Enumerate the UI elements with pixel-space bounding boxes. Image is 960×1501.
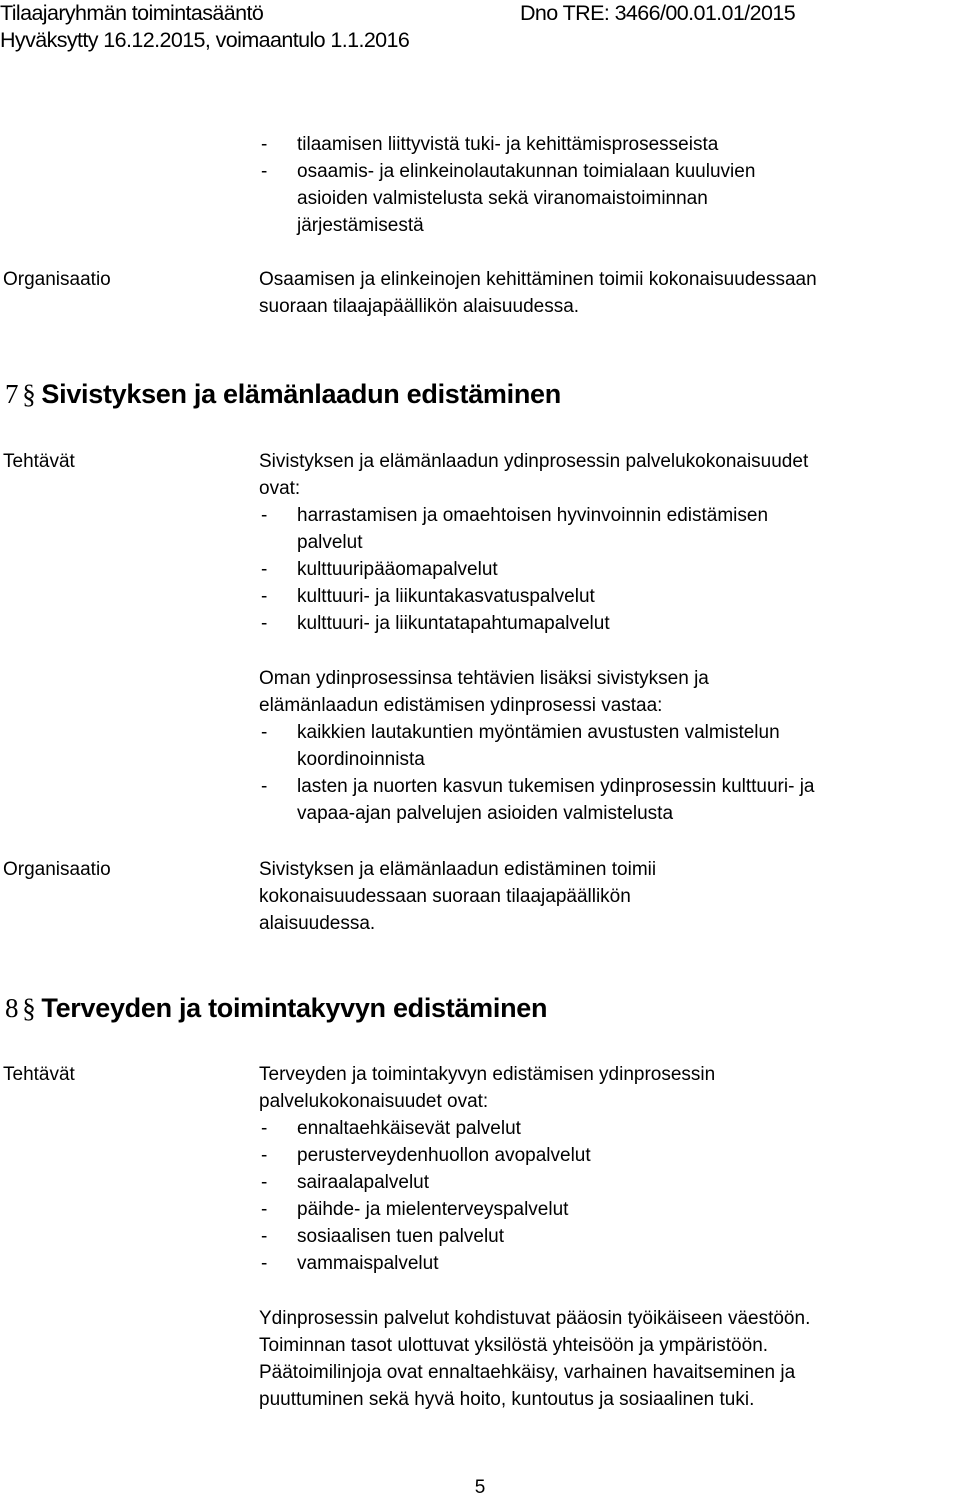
tasks-intro: Terveyden ja toimintakyvyn edistämisen ydinprosessin — [259, 1064, 716, 1085]
organisation-label: Organisaatio — [3, 859, 111, 880]
page-header — [0, 0, 960, 54]
organisation-text: kokonaisuudessaan suoraan tilaajapäällikön — [259, 886, 631, 907]
page-number: 5 — [474, 1477, 486, 1498]
approval-date: Hyväksytty 16.12.2015, voimaantulo 1.1.2016 — [0, 28, 410, 52]
section-heading: 8 § Terveyden ja toimintakyvyn edistäminen — [5, 993, 548, 1023]
closing-text: Ydinprosessin palvelut kohdistuvat pääosin työikäiseen väestöön. — [259, 1308, 811, 1329]
organisation-label: Organisaatio — [3, 269, 111, 290]
section-symbol: § — [22, 993, 36, 1023]
closing-text: Toiminnan tasot ulottuvat yksilöstä yhteisöön ja ympäristöön. — [259, 1335, 769, 1356]
list-item-continuation: vapaa-ajan palvelujen asioiden valmistelusta — [297, 803, 674, 824]
tasks-intro: ovat: — [259, 478, 301, 499]
list-item-continuation: järjestämisestä — [297, 215, 424, 236]
tasks-label: Tehtävät — [3, 1064, 75, 1085]
organisation-text: alaisuudessa. — [259, 913, 376, 934]
organisation-text: Sivistyksen ja elämänlaadun edistäminen toimii — [259, 859, 657, 880]
tasks-label: Tehtävät — [3, 451, 75, 472]
tasks-intro: Sivistyksen ja elämänlaadun ydinprosessin palvelukokonaisuudet — [259, 451, 809, 472]
extra-intro: elämänlaadun edistämisen ydinprosessi vastaa: — [259, 695, 663, 716]
list-item-continuation: koordinoinnista — [297, 749, 425, 770]
closing-text: puuttuminen sekä hyvä hoito, kuntoutus ja sosiaalinen tuki. — [259, 1389, 755, 1410]
section-heading: 7 § Sivistyksen ja elämänlaadun edistäminen — [5, 379, 561, 409]
document-number: Dno TRE: 3466/00.01.01/2015 — [520, 1, 796, 25]
organisation-text: suoraan tilaajapäällikön alaisuudessa. — [259, 296, 580, 317]
closing-text: Päätoimilinjoja ovat ennaltaehkäisy, varhainen havaitseminen ja — [259, 1362, 796, 1383]
organisation-text: Osaamisen ja elinkeinojen kehittäminen toimii kokonaisuudessaan — [259, 269, 817, 290]
list-item-continuation: palvelut — [297, 532, 363, 553]
tasks-intro: palvelukokonaisuudet ovat: — [259, 1091, 489, 1112]
list-item-continuation: asioiden valmistelusta sekä viranomaistoiminnan — [297, 188, 708, 209]
section-symbol: § — [22, 379, 36, 409]
extra-intro: Oman ydinprosessinsa tehtävien lisäksi sivistyksen ja — [259, 668, 709, 689]
document-title: Tilaajaryhmän toimintasääntö — [0, 1, 264, 25]
